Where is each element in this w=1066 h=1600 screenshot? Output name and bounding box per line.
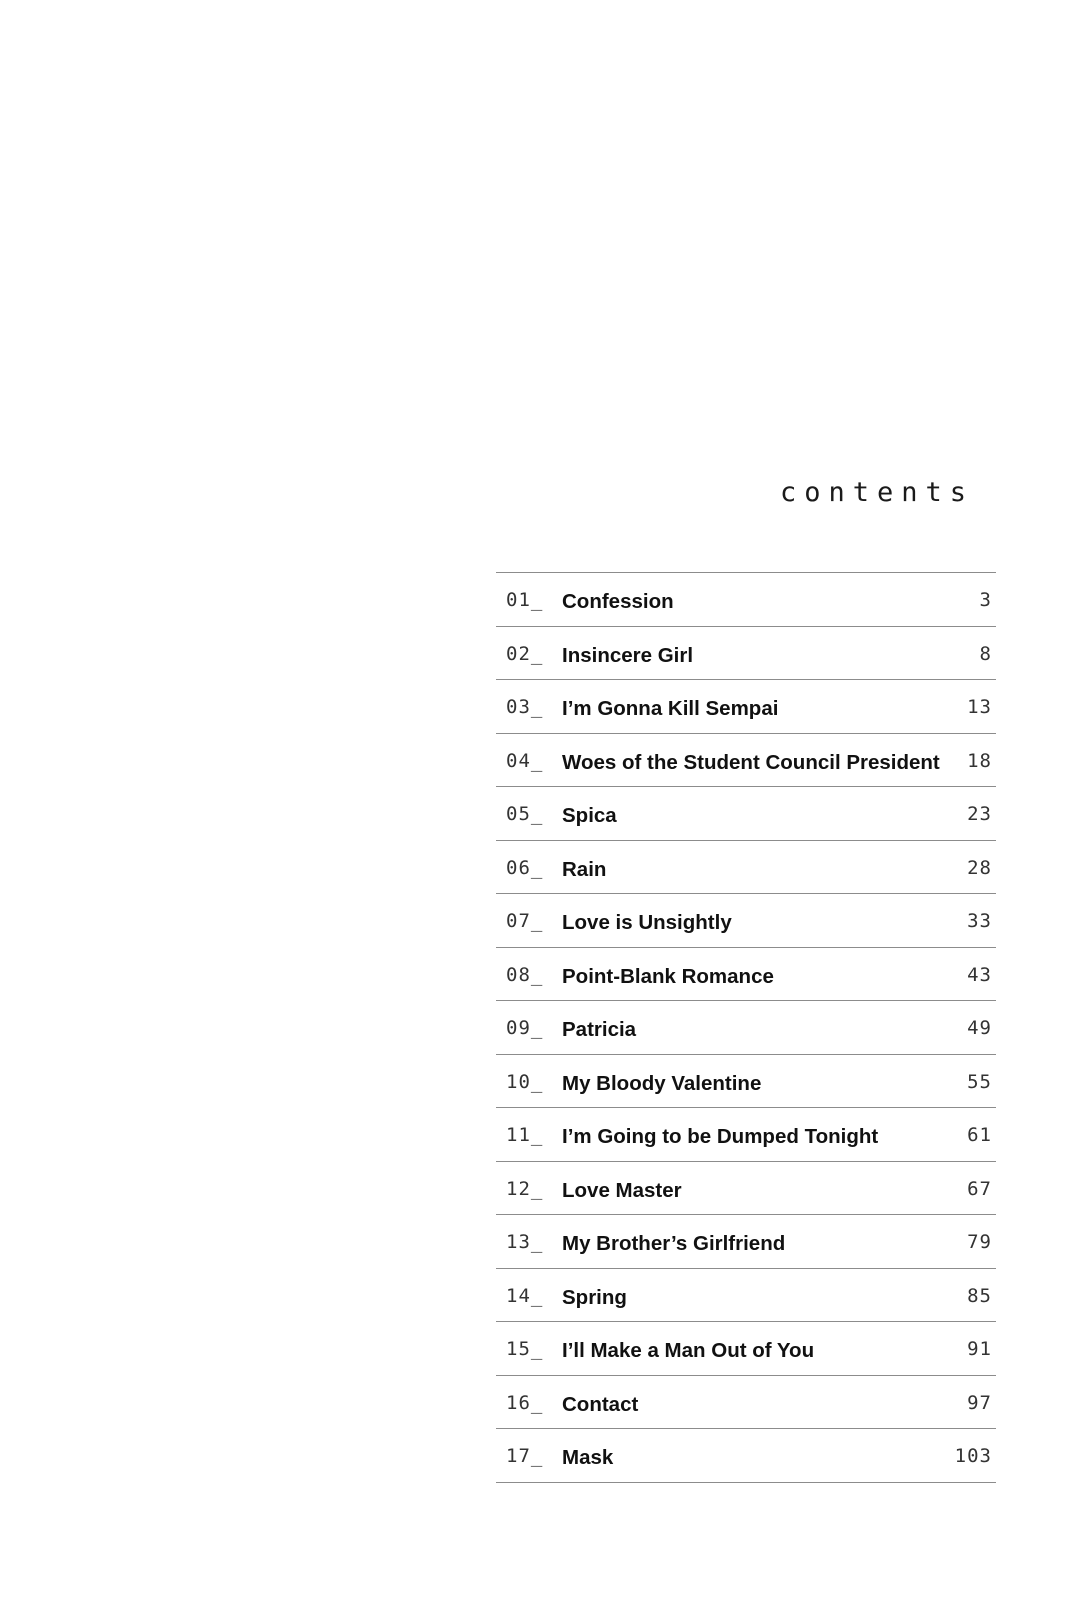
chapter-number: 11_ xyxy=(506,1124,544,1146)
chapter-page: 67 xyxy=(967,1177,992,1200)
chapter-title: I’ll Make a Man Out of You xyxy=(562,1339,815,1362)
chapter-title: Love is Unsightly xyxy=(562,911,732,934)
chapter-page: 85 xyxy=(967,1284,992,1307)
chapter-number: 05_ xyxy=(506,803,544,825)
chapter-number: 15_ xyxy=(506,1338,544,1360)
toc-entry[interactable] xyxy=(496,1322,996,1376)
chapter-title: Rain xyxy=(562,857,607,881)
chapter-page: 43 xyxy=(967,963,992,986)
chapter-title: Mask xyxy=(562,1446,614,1469)
chapter-page: 23 xyxy=(967,803,992,825)
toc-entry[interactable] xyxy=(496,1108,996,1162)
chapter-number: 06_ xyxy=(506,856,544,879)
chapter-page: 13 xyxy=(967,696,992,718)
chapter-number: 14_ xyxy=(506,1284,544,1307)
toc-entry[interactable] xyxy=(496,734,996,788)
chapter-title: I’m Going to be Dumped Tonight xyxy=(562,1125,879,1148)
toc-entry[interactable] xyxy=(496,573,996,627)
chapter-title: My Brother’s Girlfriend xyxy=(562,1232,786,1255)
toc-entry[interactable] xyxy=(496,680,996,734)
toc-entry[interactable] xyxy=(496,841,996,895)
chapter-page: 103 xyxy=(954,1445,992,1467)
chapter-number: 12_ xyxy=(506,1177,544,1200)
chapter-title: Point-Blank Romance xyxy=(562,964,774,988)
chapter-title: Love Master xyxy=(562,1178,682,1202)
chapter-page: 3 xyxy=(979,589,992,611)
toc-entry[interactable] xyxy=(496,1001,996,1055)
chapter-page: 79 xyxy=(967,1231,992,1253)
chapter-number: 16_ xyxy=(506,1391,544,1414)
toc-entry[interactable] xyxy=(496,1215,996,1269)
toc-entry[interactable] xyxy=(496,1162,996,1216)
chapter-title: Contact xyxy=(562,1392,639,1416)
chapter-number: 08_ xyxy=(506,963,544,986)
chapter-page: 49 xyxy=(967,1017,992,1039)
contents-heading: contents xyxy=(780,477,975,508)
chapter-number: 04_ xyxy=(506,749,544,772)
chapter-title: Patricia xyxy=(562,1018,637,1041)
toc-entry[interactable] xyxy=(496,1055,996,1109)
chapter-number: 10_ xyxy=(506,1070,544,1093)
chapter-title: Confession xyxy=(562,590,674,613)
chapter-title: Woes of the Student Council President xyxy=(562,750,940,774)
chapter-number: 01_ xyxy=(506,589,544,611)
toc-entry[interactable] xyxy=(496,1376,996,1430)
toc-entry[interactable] xyxy=(496,1269,996,1323)
chapter-title: Spica xyxy=(562,804,617,827)
chapter-number: 03_ xyxy=(506,696,544,718)
chapter-title: Insincere Girl xyxy=(562,643,694,667)
chapter-title: I’m Gonna Kill Sempai xyxy=(562,697,779,720)
toc-entry[interactable] xyxy=(496,894,996,948)
toc-entry[interactable] xyxy=(496,627,996,681)
toc-entry[interactable] xyxy=(496,948,996,1002)
chapter-page: 8 xyxy=(979,642,992,665)
chapter-page: 18 xyxy=(967,749,992,772)
chapter-page: 55 xyxy=(967,1070,992,1093)
chapter-number: 09_ xyxy=(506,1017,544,1039)
table-of-contents xyxy=(496,572,996,1483)
chapter-title: Spring xyxy=(562,1285,627,1309)
chapter-title: My Bloody Valentine xyxy=(562,1071,762,1095)
chapter-page: 97 xyxy=(967,1391,992,1414)
toc-entry[interactable] xyxy=(496,1429,996,1483)
chapter-page: 33 xyxy=(967,910,992,932)
chapter-page: 28 xyxy=(967,856,992,879)
chapter-number: 13_ xyxy=(506,1231,544,1253)
chapter-page: 61 xyxy=(967,1124,992,1146)
chapter-number: 17_ xyxy=(506,1445,544,1467)
chapter-page: 91 xyxy=(967,1338,992,1360)
chapter-number: 07_ xyxy=(506,910,544,932)
chapter-number: 02_ xyxy=(506,642,544,665)
toc-entry[interactable] xyxy=(496,787,996,841)
